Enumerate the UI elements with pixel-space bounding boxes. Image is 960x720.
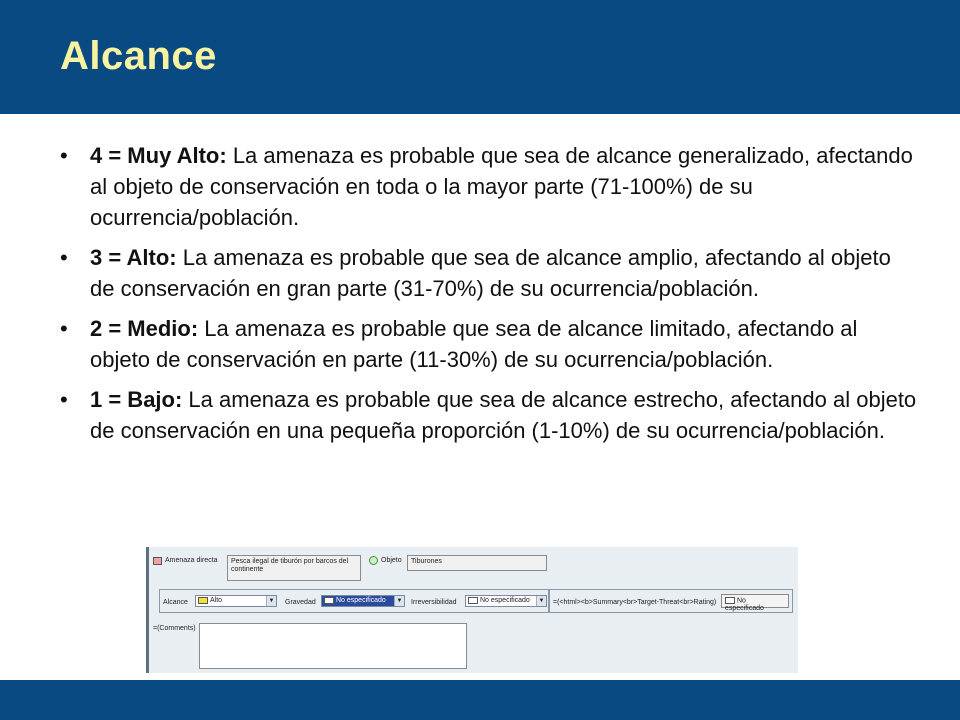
threat-value-line1: Pesca ilegal de tiburón por barcos del bbox=[231, 558, 349, 565]
object-label: Objeto bbox=[381, 557, 402, 564]
summary-value: No especificado bbox=[725, 597, 764, 613]
chevron-down-icon[interactable]: ▼ bbox=[266, 596, 276, 606]
slide-title: Alcance bbox=[60, 34, 217, 78]
irreversibilidad-label: Irreversibilidad bbox=[411, 599, 457, 606]
bullet-item bbox=[60, 242, 920, 304]
threat-rating-panel bbox=[146, 547, 798, 673]
object-value-box[interactable] bbox=[407, 555, 547, 571]
alcance-swatch-icon bbox=[198, 597, 208, 604]
bullet-lead: 1 = Bajo: bbox=[90, 387, 183, 412]
chevron-down-icon[interactable]: ▼ bbox=[536, 596, 546, 606]
comments-textarea[interactable] bbox=[199, 623, 467, 669]
gravedad-value: No especificado bbox=[336, 597, 386, 604]
irreversibilidad-select[interactable] bbox=[465, 595, 547, 607]
bullet-text: La amenaza es probable que sea de alcance amplio, afectando al objeto de conservación en gran parte (31-70%) de su ocurrencia/población. bbox=[90, 245, 891, 301]
threat-value-box[interactable] bbox=[227, 555, 361, 581]
bullet-dot: • bbox=[60, 143, 68, 168]
alcance-select[interactable] bbox=[195, 595, 277, 607]
bullet-dot: • bbox=[60, 387, 68, 412]
bullet-item bbox=[60, 140, 920, 233]
irreversibilidad-swatch-icon bbox=[468, 597, 478, 604]
bullet-item bbox=[60, 384, 920, 446]
threat-color-icon bbox=[153, 557, 162, 565]
threat-value-line2: continente bbox=[231, 566, 264, 573]
alcance-label: Alcance bbox=[163, 599, 188, 606]
slide-footer bbox=[0, 680, 960, 720]
object-value: Tiburones bbox=[411, 558, 442, 565]
bullet-dot: • bbox=[60, 245, 68, 270]
bullet-text: La amenaza es probable que sea de alcance estrecho, afectando al objeto de conservación en una pequeña proporción (1-10%) de su ocurrencia/población. bbox=[90, 387, 917, 443]
bullet-item bbox=[60, 313, 920, 375]
alcance-value: Alto bbox=[210, 597, 223, 604]
threat-label: Amenaza directa bbox=[165, 557, 218, 564]
summary-swatch-icon bbox=[725, 597, 735, 604]
bullet-lead: 3 = Alto: bbox=[90, 245, 177, 270]
slide-header bbox=[0, 0, 960, 114]
object-circle-icon bbox=[369, 556, 378, 565]
bullet-list bbox=[60, 140, 920, 455]
chevron-down-icon[interactable]: ▼ bbox=[394, 596, 404, 606]
bullet-text: La amenaza es probable que sea de alcance generalizado, afectando al objeto de conservación en toda o la mayor parte (71-100%) de su ocurrencia/población. bbox=[90, 143, 913, 230]
bullet-text: La amenaza es probable que sea de alcance limitado, afectando al objeto de conservación en parte (11-30%) de su ocurrencia/población. bbox=[90, 316, 858, 372]
bullet-dot: • bbox=[60, 316, 68, 341]
gravedad-swatch-icon bbox=[324, 597, 334, 604]
bullet-lead: 4 = Muy Alto: bbox=[90, 143, 227, 168]
summary-label: =(<html><b>Summary<br>Target-Threat<br>Rating) bbox=[553, 599, 717, 606]
bullet-lead: 2 = Medio: bbox=[90, 316, 199, 341]
summary-value-box[interactable] bbox=[721, 594, 789, 613]
gravedad-label: Gravedad bbox=[285, 599, 316, 606]
comments-label: =(Comments) bbox=[153, 625, 196, 632]
irreversibilidad-value: No especificado bbox=[480, 597, 530, 604]
gravedad-select[interactable] bbox=[321, 595, 405, 607]
